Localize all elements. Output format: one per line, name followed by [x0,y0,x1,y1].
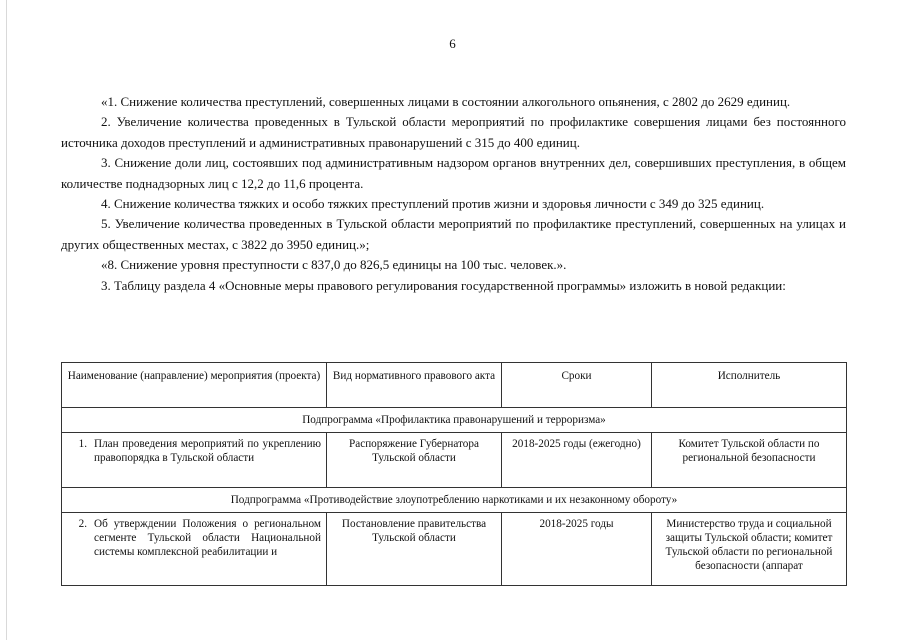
header-name: Наименование (направление) мероприятия (проекта) [62,363,327,408]
header-act-type: Вид нормативного правового акта [327,363,502,408]
paragraph: 5. Увеличение количества проведенных в Тульской области мероприятий по профилактике преступлений, совершенных на улицах и других общественных местах, с 3822 до 3950 единиц.»; [61,216,846,252]
header-terms: Сроки [502,363,652,408]
page-number: 6 [449,36,456,51]
section-row [62,408,847,433]
section-title: Подпрограмма «Противодействие злоупотреблению наркотиками и их незаконному обороту» [62,488,847,513]
paragraph: «8. Снижение уровня преступности с 837,0 до 826,5 единицы на 100 тыс. человек.». [101,257,567,273]
measure-name: Об утверждении Положения о региональном сегменте Тульской области Национальной системы комплексной реабилитации и [94,518,321,558]
header-executor: Исполнитель [652,363,847,408]
table-row [62,513,847,586]
document-body [61,92,846,296]
measure-name: План проведения мероприятий по укреплению правопорядка в Тульской области [94,438,321,464]
paragraph: 3. Таблицу раздела 4 «Основные меры правового регулирования государственной программы» изложить в новой редакции: [101,277,786,293]
row-number: 1. [78,438,87,450]
cell-terms: 2018-2025 годы (ежегодно) [502,433,652,488]
section-title: Подпрограмма «Профилактика правонарушений и терроризма» [62,408,847,433]
paragraph: «1. Снижение количества преступлений, совершенных лицами в состоянии алкогольного опьянения, с 2802 до 2629 единиц. [101,94,791,109]
cell-act-type: Постановление правительства Тульской области [327,513,502,586]
cell-name [62,513,327,586]
cell-executor: Комитет Тульской области по региональной безопасности [652,433,847,488]
table-row [62,433,847,488]
table-header-row [62,363,847,408]
cell-terms: 2018-2025 годы [502,513,652,586]
paragraph: 2. Увеличение количества проведенных в Тульской области мероприятий по профилактике совершения лицами без постоянного источника доходов преступлений и административных правонарушений с 315 до 400 единиц. [61,114,846,150]
paragraph: 3. Снижение доли лиц, состоявших под административным надзором органов внутренних дел, совершивших преступления, в общем количестве поднадзорных лиц с 12,2 до 11,6 процента. [61,155,846,191]
cell-act-type: Распоряжение Губернатора Тульской области [327,433,502,488]
page-margin-line [6,0,7,640]
section-row [62,488,847,513]
row-number: 2. [78,518,87,530]
paragraph: 4. Снижение количества тяжких и особо тяжких преступлений против жизни и здоровья личности с 349 до 325 единиц. [101,196,765,212]
cell-name [62,433,327,488]
cell-executor: Министерство труда и социальной защиты Тульской области; комитет Тульской области по региональной безопасности (аппарат [652,513,847,586]
legal-measures-table [61,362,847,586]
